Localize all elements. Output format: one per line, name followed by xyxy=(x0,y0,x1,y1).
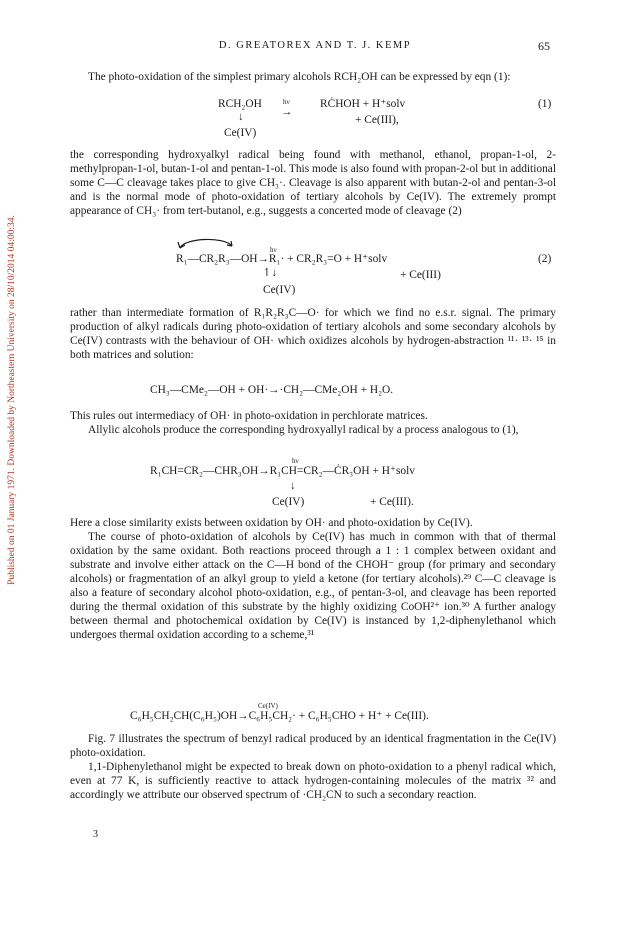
eq1-arrow: → xyxy=(281,106,293,118)
eq1-hv: hν xyxy=(283,98,290,106)
eq2-main: R₁—CR₂R₃—OH→R₁· + CR₂R₃=O + H⁺solv xyxy=(176,253,388,265)
eq4-hv: hν xyxy=(292,457,299,465)
eq1-reactant: RCH₂OH xyxy=(218,98,262,110)
paragraph-text: The course of photo-oxidation of alcohols by Ce(IV) has much in common with that of thermal oxidation by the same oxidant. Both reactions proceed through a 1 : 1 complex between oxidant and substrate and involve either attack on the C—H bond of the CHOH⁻ group (for primary and secondary alcohols) or fragmentation of an alkyl group to yield a ketone (for tertiary alcohols).²⁹ C—C cleavage is also a feature of secondary alcohol photo-oxidation, e.g., of pentan-3-ol, and cleavage has been reported during the thermal oxidation of this substrate by the highly oxidizing CoOH²⁺ ion.³⁰ A further analogy between thermal and photochemical oxidation by Ce(IV) is instanced by 1,2-diphenylethanol which undergoes thermal oxidation according to a scheme,³¹ xyxy=(70,531,556,641)
paragraph-text: This rules out intermediacy of OH· in photo-oxidation in perchlorate matrices. xyxy=(70,410,428,422)
paragraph-text: rather than intermediate formation of R₁R₂R₃C—O· for which we find no e.s.r. signal. The primary production of alkyl radicals during photo-oxidation of tertiary alcohols and some secondary alcohols by Ce(IV) contrasts with the behaviour of OH· which oxidizes alcohols by hydrogen-abstraction ¹¹· ¹³· ¹⁵ in both matrices and solution: xyxy=(70,307,556,361)
cleavage-arrow-icon xyxy=(176,236,236,250)
paragraph-text: The photo-oxidation of the simplest primary alcohols RCH₂OH can be expressed by eqn (1): xyxy=(88,71,511,83)
download-notice-text: Published on 01 January 1971. Downloaded by Northeastern University on 28/10/2014 04:00:34. xyxy=(7,215,17,585)
eq2-arrows: ↿↓ xyxy=(262,267,278,279)
paragraph-3 xyxy=(70,306,556,362)
eq1-number: (1) xyxy=(538,98,552,110)
eq2-hv: hν xyxy=(270,246,277,254)
eq1-products: RĊHOH + H⁺solv xyxy=(320,98,406,110)
equation-3: CH₃—CMe₂—OH + OH·→·CH₂—CMe₂OH + H₂O. xyxy=(150,384,394,396)
paragraph-text: 1,1-Diphenylethanol might be expected to break down on photo-oxidation to a phenyl radical which, even at 77 K, is sufficiently reactive to attack hydrogen-containing molecules of the matrix ³² and accordingly we attribute our observed spectrum of ·CH₂CN to such a secondary reaction. xyxy=(70,761,556,801)
eq1-down-arrow: ↓ xyxy=(238,111,244,123)
paragraph-2 xyxy=(70,148,556,218)
header-authors: D. GREATOREX AND T. J. KEMP xyxy=(218,40,412,51)
footer-number: 3 xyxy=(93,829,98,840)
paragraph-text: Fig. 7 illustrates the spectrum of benzyl radical produced by an identical fragmentation in the Ce(IV) photo-oxidation. xyxy=(70,733,556,759)
eq5-main: C₆H₅CH₂CH(C₆H₅)OH→C₆H₅CH₂· + C₆H₅CHO + H⁺ + Ce(III). xyxy=(130,710,429,722)
paragraph-5 xyxy=(70,516,556,642)
eq5-over: Ce(IV) xyxy=(258,702,278,710)
paragraph-intro xyxy=(70,70,556,84)
eq1-cerium: Ce(IV) xyxy=(224,127,257,139)
eq2-cerium: Ce(IV) xyxy=(263,284,296,296)
header-page-number: 65 xyxy=(538,39,550,53)
download-notice xyxy=(5,150,19,650)
eq2-products-2: + Ce(III) xyxy=(400,269,441,281)
eq4-products-2: + Ce(III). xyxy=(370,496,414,508)
eq4-main: R₁CH=CR₂—CHR₃OH→R₁CH=CR₂—ĊR₃OH + H⁺solv xyxy=(150,465,415,477)
paragraph-4 xyxy=(70,409,556,437)
running-header xyxy=(80,40,550,56)
eq4-down-arrow: ↓ xyxy=(290,480,296,492)
eq1-products-2: + Ce(III), xyxy=(355,114,399,126)
paragraph-text: Allylic alcohols produce the corresponding hydroxyallyl radical by a process analogous to (1), xyxy=(88,424,519,436)
eq2-number: (2) xyxy=(538,253,552,265)
paragraph-text: the corresponding hydroxyalkyl radical being found with methanol, ethanol, propan-1-ol, 2-methylpropan-1-ol, butan-1-ol and pentan-1-ol. This mode is also found with propan-2-ol but in additional some C—C cleavage takes place to give CH₃·. Cleavage is also apparent with butan-2-ol and pentan-3-ol and is the normal mode of photo-oxidation of tertiary alcohols by Ce(IV). The extremely prompt appearance of CH₃· from tert-butanol, e.g., suggests a concerted mode of cleavage (2) xyxy=(70,149,556,217)
eq4-cerium: Ce(IV) xyxy=(272,496,305,508)
paragraph-text: Here a close similarity exists between oxidation by OH· and photo-oxidation by Ce(IV). xyxy=(70,517,473,529)
paragraph-6 xyxy=(70,732,556,802)
